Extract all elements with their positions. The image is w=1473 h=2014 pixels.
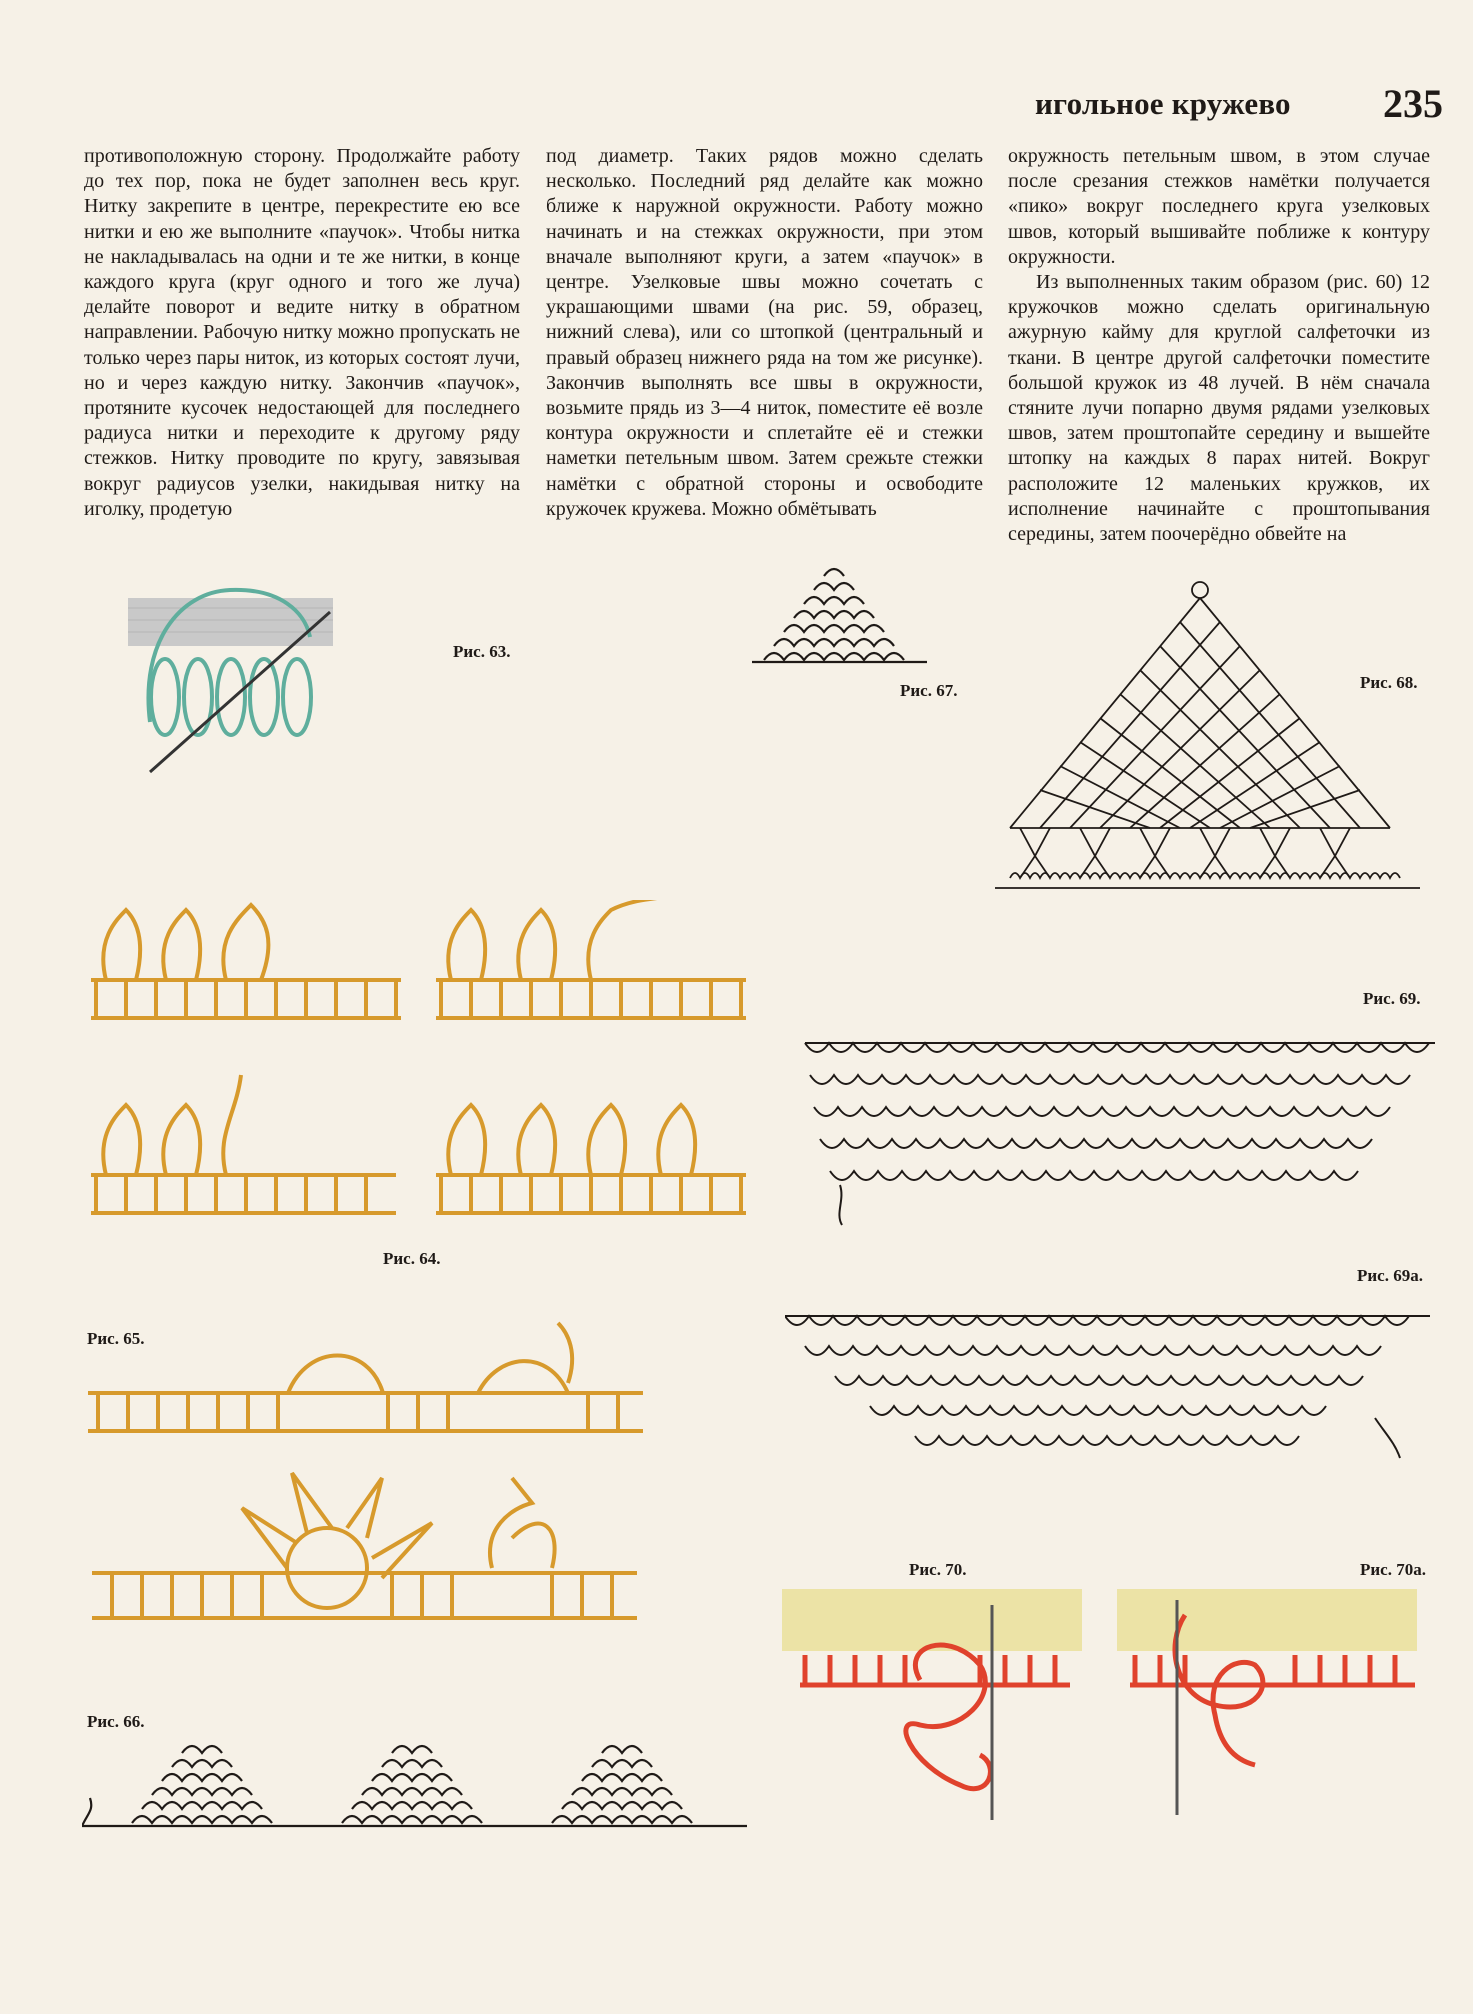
- running-header: игольное кружево: [1035, 86, 1291, 121]
- text-column-3: [1008, 144, 1430, 547]
- figure-68-illustration: [990, 578, 1430, 898]
- figure-65-illustration: [88, 1313, 648, 1443]
- figure-70a-caption: Рис. 70а.: [1360, 1560, 1426, 1579]
- text-column-2: [546, 144, 983, 522]
- paragraph: Из выполненных таким образом (рис. 60) 12 кружочков можно сделать оригинальную ажурную кайму для круглой салфеточки из ткани. В центре другой салфеточки поместите большой кружок из 48 лучей. В нём сначала стяните лучи попарно двумя рядами узелковых швов, затем проштопайте середину и вышейте штопку на каждых 8 парах нитей. Вокруг расположите 12 маленьких кружков, их исполнение начинайте с проштопывания середины, затем поочерёдно обвейте на: [1008, 271, 1430, 546]
- figure-64-illustration: [86, 900, 746, 1230]
- figure-66-caption: Рис. 66.: [87, 1712, 145, 1731]
- figure-69-caption: Рис. 69.: [1363, 989, 1421, 1008]
- figure-65-caption: Рис. 65.: [87, 1329, 145, 1348]
- paragraph: под диаметр. Таких рядов можно сделать несколько. Последний ряд делайте как можно ближе к наружной окружности. Работу можно начинать и на стежках окружности, при этом вначале выполняют круги, а затем «паучок» в центре. Узелковые швы можно сочетать с украшающими швами (на рис. 59, образец, нижний слева), или со штопкой (центральный и правый образец нижнего ряда на том же рисунке). Закончив выполнять все швы в окружности, возьмите прядь из 3—4 ниток, поместите её возле контура окружности и сплетайте её и стежки наметки петельным швом. Затем срежьте стежки намётки с обратной стороны и освободите кружочек кружева. Можно обмётывать: [546, 145, 983, 520]
- figure-65-picot-illustration: [92, 1468, 642, 1643]
- figure-67-illustration: [752, 560, 932, 670]
- figure-67-caption: Рис. 67.: [900, 681, 958, 700]
- figure-68-caption: Рис. 68.: [1360, 673, 1418, 692]
- figure-69a-caption: Рис. 69а.: [1357, 1266, 1423, 1285]
- figure-64-caption: Рис. 64.: [383, 1249, 441, 1268]
- figure-69a-illustration: [785, 1308, 1435, 1473]
- figure-70a-illustration: [1115, 1585, 1435, 1825]
- figure-66-illustration: [82, 1728, 752, 1833]
- figure-70-illustration: [780, 1585, 1090, 1825]
- figure-69-illustration: [800, 1035, 1440, 1230]
- figure-63-caption: Рис. 63.: [453, 642, 511, 661]
- figure-70-caption: Рис. 70.: [909, 1560, 967, 1579]
- text-column-1: [84, 144, 520, 522]
- page-number: 235: [1383, 81, 1443, 126]
- paragraph: противоположную сторону. Продолжайте работу до тех пор, пока не будет заполнен весь круг. Нитку закрепите в центре, перекрестите ею все нитки и ею же выполните «паучок». Чтобы нитка не накладывалась на одни и те же нитки, в конце каждого круга (круг одного и того же луча) делайте поворот и ведите нитку в обратном направлении. Рабочую нитку можно пропускать не только через пары ниток, из которых состоят лучи, но и через каждую нитку. Закончив «паучок», протяните кусочек недостающей для последнего радиуса нитки и переходите к другому ряду стежков. Нитку проводите по кругу, завязывая вокруг радиусов узелки, накидывая нитку на иголку, продетую: [84, 145, 520, 520]
- figure-63-illustration: [120, 572, 350, 777]
- paragraph: окружность петельным швом, в этом случае после срезания стежков намётки получается «пико» вокруг последнего круга узелковых швов, который вышивайте поближе к контуру окружности.: [1008, 145, 1430, 268]
